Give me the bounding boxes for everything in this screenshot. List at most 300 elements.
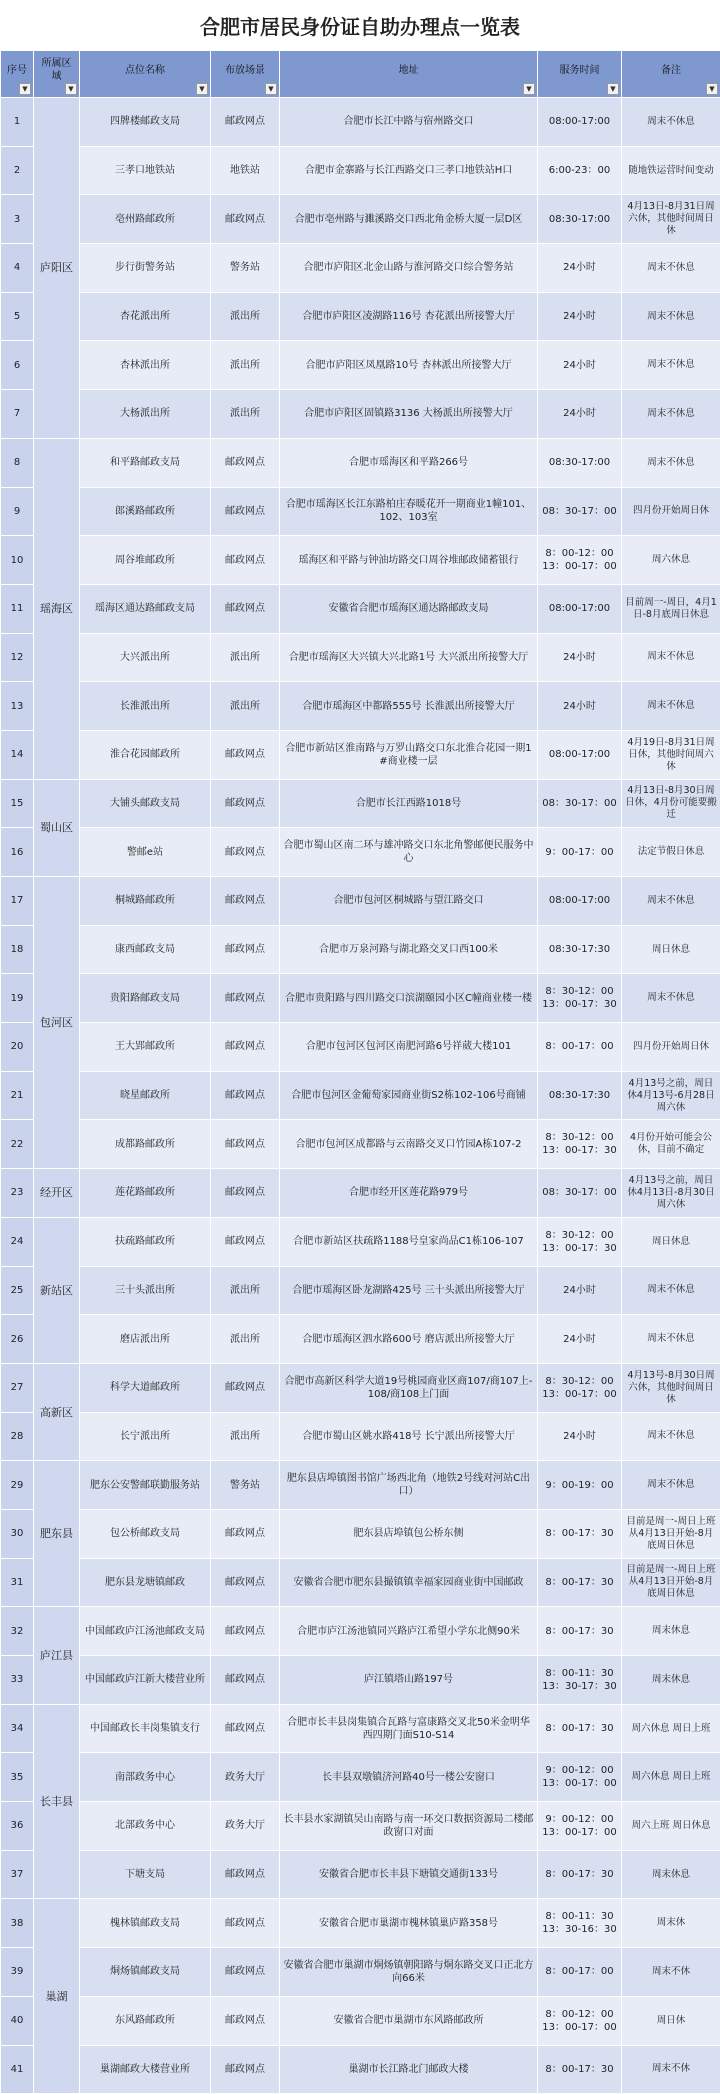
service-hours: 8：00-17：30 (538, 1704, 622, 1753)
deploy-scene: 派出所 (211, 1266, 280, 1315)
table-row (1, 925, 720, 974)
row-number: 21 (1, 1071, 34, 1120)
point-name: 中国邮政长丰岗集镇支行 (80, 1704, 211, 1753)
deploy-scene: 邮政网点 (211, 98, 280, 147)
header-address (280, 51, 538, 98)
point-name: 肥东县龙塘镇邮政 (80, 1558, 211, 1607)
point-name: 王大郢邮政所 (80, 1023, 211, 1072)
filter-dropdown-icon[interactable]: ▼ (706, 83, 718, 95)
deploy-scene: 邮政网点 (211, 1509, 280, 1558)
address-cell: 合肥市瑶海区长江东路柏庄春暖花开一期商业1幢101、102、103室 (280, 487, 538, 536)
service-hours: 24小时 (538, 292, 622, 341)
remark-cell: 4月19日-8月31日周日休，其他时间周六休 (622, 730, 720, 779)
header-scene-label: 布放场景 (214, 64, 276, 85)
service-hours: 6:00-23：00 (538, 146, 622, 195)
remark-cell: 周末不休息 (622, 390, 720, 439)
table-row (1, 292, 720, 341)
service-hours: 8：00-17：00 (538, 1023, 622, 1072)
remark-cell: 周六休息 周日上班 (622, 1704, 720, 1753)
remark-cell: 周末不休息 (622, 98, 720, 147)
district-cell: 庐江县 (34, 1607, 80, 1704)
row-number: 18 (1, 925, 34, 974)
point-name: 四牌楼邮政支局 (80, 98, 211, 147)
remark-cell: 4月13日-8月30日周日休，4月份可能要搬迁 (622, 779, 720, 828)
deploy-scene: 邮政网点 (211, 1656, 280, 1705)
district-cell: 蜀山区 (34, 779, 80, 876)
deploy-scene: 邮政网点 (211, 1996, 280, 2045)
table-row (1, 1023, 720, 1072)
deploy-scene: 邮政网点 (211, 1948, 280, 1997)
table-row (1, 1266, 720, 1315)
deploy-scene: 邮政网点 (211, 487, 280, 536)
service-hours: 8：00-17：30 (538, 1509, 622, 1558)
table-row (1, 682, 720, 731)
remark-cell: 周末不休息 (622, 877, 720, 926)
service-hours: 8：30-12：00 13：00-17：00 (538, 1363, 622, 1412)
address-cell: 合肥市蜀山区姚水路418号 长宁派出所接警大厅 (280, 1412, 538, 1461)
table-row (1, 1315, 720, 1364)
district-cell: 庐阳区 (34, 98, 80, 439)
remark-cell: 四月份开始周日休 (622, 1023, 720, 1072)
table-row (1, 1996, 720, 2045)
point-name: 东风路邮政所 (80, 1996, 211, 2045)
header-row (1, 51, 720, 98)
district-cell: 肥东县 (34, 1461, 80, 1607)
table-row (1, 1753, 720, 1802)
address-cell: 安徽省合肥市巢湖市槐林镇巢庐路358号 (280, 1899, 538, 1948)
service-hours: 08:00-17:00 (538, 98, 622, 147)
row-number: 5 (1, 292, 34, 341)
table-row (1, 1948, 720, 1997)
filter-dropdown-icon[interactable]: ▼ (607, 83, 619, 95)
table-row (1, 1558, 720, 1607)
deploy-scene: 派出所 (211, 341, 280, 390)
deploy-scene: 邮政网点 (211, 536, 280, 585)
remark-cell: 周末不休 (622, 1948, 720, 1997)
service-hours: 08:00-17:00 (538, 584, 622, 633)
remark-cell: 周日休息 (622, 1217, 720, 1266)
deploy-scene: 邮政网点 (211, 974, 280, 1023)
remark-cell: 4月13号之前，周日休4月13号-6月28日周六休 (622, 1071, 720, 1120)
point-name: 包公桥邮政支局 (80, 1509, 211, 1558)
point-name: 周谷堆邮政所 (80, 536, 211, 585)
service-hours: 08:00-17:00 (538, 730, 622, 779)
table-row (1, 1802, 720, 1851)
service-hours: 8：00-17：30 (538, 1607, 622, 1656)
point-name: 南部政务中心 (80, 1753, 211, 1802)
remark-cell: 周末不休息 (622, 341, 720, 390)
deploy-scene: 邮政网点 (211, 438, 280, 487)
remark-cell: 周末不休息 (622, 1461, 720, 1510)
table-row (1, 877, 720, 926)
table-row (1, 1607, 720, 1656)
remark-cell: 周六休息 周日上班 (622, 1753, 720, 1802)
service-hours: 24小时 (538, 1315, 622, 1364)
remark-cell: 目前是周一-周日上班 从4月13日开始-8月底周日休息 (622, 1509, 720, 1558)
deploy-scene: 邮政网点 (211, 877, 280, 926)
service-hours: 8：00-11：30 13：30-16：30 (538, 1899, 622, 1948)
filter-dropdown-icon[interactable]: ▼ (523, 83, 535, 95)
remark-cell: 周六上班 周日休息 (622, 1802, 720, 1851)
address-cell: 合肥市瑶海区中都路555号 长淮派出所接警大厅 (280, 682, 538, 731)
remark-cell: 法定节假日休息 (622, 828, 720, 877)
service-hours: 9：00-12：00 13：00-17：00 (538, 1753, 622, 1802)
point-name: 晓星邮政所 (80, 1071, 211, 1120)
service-hours: 8：00-17：30 (538, 1558, 622, 1607)
remark-cell: 4月13号之前，周日休4月13日-8月30日周六休 (622, 1169, 720, 1218)
table-row (1, 633, 720, 682)
header-seq-label: 序号 (4, 64, 30, 85)
row-number: 15 (1, 779, 34, 828)
table-row (1, 195, 720, 244)
row-number: 35 (1, 1753, 34, 1802)
address-cell: 合肥市新站区淮南路与万罗山路交口东北淮合花园一期1#商业楼一层 (280, 730, 538, 779)
data-table (0, 50, 720, 2094)
service-hours: 08:30-17:30 (538, 925, 622, 974)
point-name: 巢湖邮政大楼营业所 (80, 2045, 211, 2094)
table-body (1, 98, 720, 2094)
deploy-scene: 派出所 (211, 682, 280, 731)
table-row (1, 1169, 720, 1218)
district-cell: 新站区 (34, 1217, 80, 1363)
point-name: 步行街警务站 (80, 244, 211, 293)
deploy-scene: 邮政网点 (211, 1704, 280, 1753)
point-name: 磨店派出所 (80, 1315, 211, 1364)
point-name: 警邮e站 (80, 828, 211, 877)
service-hours: 24小时 (538, 1266, 622, 1315)
row-number: 40 (1, 1996, 34, 2045)
table-row (1, 828, 720, 877)
point-name: 亳州路邮政所 (80, 195, 211, 244)
point-name: 科学大道邮政所 (80, 1363, 211, 1412)
point-name: 莲花路邮政所 (80, 1169, 211, 1218)
point-name: 和平路邮政支局 (80, 438, 211, 487)
address-cell: 长丰县水家湖镇吴山南路与南一环交口数据资源局二楼邮政窗口对面 (280, 1802, 538, 1851)
service-hours: 8：00-17：00 (538, 1948, 622, 1997)
address-cell: 合肥市长江中路与宿州路交口 (280, 98, 538, 147)
header-seq (1, 51, 34, 98)
row-number: 31 (1, 1558, 34, 1607)
address-cell: 合肥市长江西路1018号 (280, 779, 538, 828)
row-number: 26 (1, 1315, 34, 1364)
service-hours: 08:30-17:00 (538, 195, 622, 244)
service-hours: 24小时 (538, 390, 622, 439)
service-hours: 08：30-17：00 (538, 1169, 622, 1218)
service-hours: 8：30-12：00 13：00-17：30 (538, 1120, 622, 1169)
address-cell: 合肥市庐阳区凤凰路10号 杏林派出所接警大厅 (280, 341, 538, 390)
row-number: 33 (1, 1656, 34, 1705)
service-hours: 8：00-12：00 13：00-17：00 (538, 1996, 622, 2045)
remark-cell: 周末不休息 (622, 244, 720, 293)
table-row (1, 730, 720, 779)
header-district (34, 51, 80, 98)
remark-cell: 周日休息 (622, 925, 720, 974)
table-row (1, 1217, 720, 1266)
table-row (1, 438, 720, 487)
remark-cell: 4月份开始可能会公休，目前不确定 (622, 1120, 720, 1169)
remark-cell: 目前是周一-周日上班 从4月13日开始-8月底周日休息 (622, 1558, 720, 1607)
table-row (1, 1412, 720, 1461)
address-cell: 合肥市庐阳区固镇路3136 大杨派出所接警大厅 (280, 390, 538, 439)
deploy-scene: 派出所 (211, 1315, 280, 1364)
row-number: 20 (1, 1023, 34, 1072)
row-number: 8 (1, 438, 34, 487)
point-name: 淮合花园邮政所 (80, 730, 211, 779)
header-address-label: 地址 (283, 64, 534, 85)
point-name: 桐城路邮政所 (80, 877, 211, 926)
point-name: 烔炀镇邮政支局 (80, 1948, 211, 1997)
deploy-scene: 政务大厅 (211, 1753, 280, 1802)
deploy-scene: 邮政网点 (211, 1169, 280, 1218)
service-hours: 24小时 (538, 341, 622, 390)
point-name: 下塘支局 (80, 1850, 211, 1899)
point-name: 大杨派出所 (80, 390, 211, 439)
header-hours (538, 51, 622, 98)
service-hours: 08：30-17：00 (538, 487, 622, 536)
point-name: 康西邮政支局 (80, 925, 211, 974)
filter-dropdown-icon[interactable]: ▼ (196, 83, 208, 95)
row-number: 9 (1, 487, 34, 536)
table-row (1, 1461, 720, 1510)
table-row (1, 1656, 720, 1705)
address-cell: 合肥市高新区科学大道19号桃园商业区商107/商107上-108/商108上门面 (280, 1363, 538, 1412)
address-cell: 合肥市金寨路与长江西路交口三孝口地铁站H口 (280, 146, 538, 195)
table-row (1, 1509, 720, 1558)
remark-cell: 周末不休息 (622, 292, 720, 341)
service-hours: 24小时 (538, 244, 622, 293)
point-name: 三十头派出所 (80, 1266, 211, 1315)
point-name: 三孝口地铁站 (80, 146, 211, 195)
point-name: 贵阳路邮政支局 (80, 974, 211, 1023)
deploy-scene: 邮政网点 (211, 1899, 280, 1948)
header-hours-label: 服务时间 (541, 64, 618, 85)
deploy-scene: 邮政网点 (211, 1607, 280, 1656)
service-hours: 9：00-17：00 (538, 828, 622, 877)
address-cell: 合肥市包河区桐城路与望江路交口 (280, 877, 538, 926)
row-number: 22 (1, 1120, 34, 1169)
address-cell: 安徽省合肥市肥东县撮镇镇幸福家园商业街中国邮政 (280, 1558, 538, 1607)
row-number: 36 (1, 1802, 34, 1851)
row-number: 39 (1, 1948, 34, 1997)
deploy-scene: 邮政网点 (211, 828, 280, 877)
remark-cell: 随地铁运营时间变动 (622, 146, 720, 195)
address-cell: 合肥市包河区金葡萄家园商业街S2栋102-106号商铺 (280, 1071, 538, 1120)
point-name: 瑶海区通达路邮政支局 (80, 584, 211, 633)
remark-cell: 4月13日-8月31日周六休，其他时间周日休 (622, 195, 720, 244)
address-cell: 合肥市瑶海区和平路266号 (280, 438, 538, 487)
row-number: 38 (1, 1899, 34, 1948)
address-cell: 合肥市包河区包河区南肥河路6号祥葳大楼101 (280, 1023, 538, 1072)
table-row (1, 974, 720, 1023)
point-name: 杏花派出所 (80, 292, 211, 341)
deploy-scene: 邮政网点 (211, 2045, 280, 2094)
table-row (1, 2045, 720, 2094)
deploy-scene: 政务大厅 (211, 1802, 280, 1851)
row-number: 23 (1, 1169, 34, 1218)
remark-cell: 周末休息 (622, 1850, 720, 1899)
row-number: 10 (1, 536, 34, 585)
service-hours: 9：00-19：00 (538, 1461, 622, 1510)
deploy-scene: 警务站 (211, 1461, 280, 1510)
service-hours: 24小时 (538, 1412, 622, 1461)
row-number: 14 (1, 730, 34, 779)
deploy-scene: 邮政网点 (211, 584, 280, 633)
table-row (1, 146, 720, 195)
service-hours: 08:30-17:30 (538, 1071, 622, 1120)
deploy-scene: 派出所 (211, 1412, 280, 1461)
service-hours: 8：00-12：00 13：00-17：00 (538, 536, 622, 585)
row-number: 2 (1, 146, 34, 195)
point-name: 扶疏路邮政所 (80, 1217, 211, 1266)
row-number: 24 (1, 1217, 34, 1266)
remark-cell: 周末不休 (622, 2045, 720, 2094)
address-cell: 合肥市经开区莲花路979号 (280, 1169, 538, 1218)
filter-dropdown-icon[interactable]: ▼ (19, 83, 31, 95)
remark-cell: 4月13号-8月30日周六休，其他时间周日休 (622, 1363, 720, 1412)
header-name (80, 51, 211, 98)
remark-cell: 周末不休息 (622, 1266, 720, 1315)
service-hours: 08:00-17:00 (538, 877, 622, 926)
address-cell: 合肥市庐江汤池镇同兴路庐江希望小学东北侧90米 (280, 1607, 538, 1656)
header-district-label: 所属区域 (37, 57, 76, 91)
district-cell: 长丰县 (34, 1704, 80, 1899)
service-hours: 8：30-12：00 13：00-17：30 (538, 1217, 622, 1266)
header-name-label: 点位名称 (83, 64, 207, 85)
table-row (1, 779, 720, 828)
row-number: 11 (1, 584, 34, 633)
table-row (1, 244, 720, 293)
table-row (1, 1071, 720, 1120)
deploy-scene: 邮政网点 (211, 925, 280, 974)
deploy-scene: 派出所 (211, 390, 280, 439)
remark-cell: 周末不休息 (622, 1315, 720, 1364)
address-cell: 安徽省合肥市巢湖市烔炀镇朝阳路与烔东路交叉口正北方向66米 (280, 1948, 538, 1997)
table-row (1, 1899, 720, 1948)
remark-cell: 四月份开始周日休 (622, 487, 720, 536)
address-cell: 瑶海区和平路与钟油坊路交口周谷堆邮政储蓄银行 (280, 536, 538, 585)
deploy-scene: 邮政网点 (211, 1850, 280, 1899)
table-row (1, 536, 720, 585)
row-number: 30 (1, 1509, 34, 1558)
filter-dropdown-icon[interactable]: ▼ (265, 83, 277, 95)
address-cell: 合肥市万泉河路与湖北路交叉口西100米 (280, 925, 538, 974)
service-hours: 8：00-11：30 13：30-17：30 (538, 1656, 622, 1705)
point-name: 北部政务中心 (80, 1802, 211, 1851)
address-cell: 巢湖市长江路北门邮政大楼 (280, 2045, 538, 2094)
service-hours: 08:30-17:00 (538, 438, 622, 487)
row-number: 19 (1, 974, 34, 1023)
deploy-scene: 警务站 (211, 244, 280, 293)
header-scene (211, 51, 280, 98)
point-name: 大铺头邮政支局 (80, 779, 211, 828)
service-hours: 8：00-17：30 (538, 2045, 622, 2094)
address-cell: 长丰县双墩镇济河路40号一楼公安窗口 (280, 1753, 538, 1802)
remark-cell: 周末不休息 (622, 682, 720, 731)
address-cell: 安徽省合肥市长丰县下塘镇交通街133号 (280, 1850, 538, 1899)
address-cell: 合肥市包河区成都路与云南路交叉口竹园A栋107-2 (280, 1120, 538, 1169)
point-name: 长淮派出所 (80, 682, 211, 731)
district-cell: 高新区 (34, 1363, 80, 1460)
remark-cell: 周末休 (622, 1899, 720, 1948)
table-row (1, 98, 720, 147)
address-cell: 合肥市长丰县岗集镇合瓦路与富康路交叉北50米金明华西四期门面S10-S14 (280, 1704, 538, 1753)
row-number: 25 (1, 1266, 34, 1315)
row-number: 37 (1, 1850, 34, 1899)
point-name: 长宁派出所 (80, 1412, 211, 1461)
point-name: 郎溪路邮政所 (80, 487, 211, 536)
deploy-scene: 地铁站 (211, 146, 280, 195)
table-row (1, 1363, 720, 1412)
page-title: 合肥市居民身份证自助办理点一览表 (0, 0, 720, 50)
remark-cell: 周末不休息 (622, 633, 720, 682)
remark-cell: 周日休 (622, 1996, 720, 2045)
deploy-scene: 派出所 (211, 633, 280, 682)
table-row (1, 1704, 720, 1753)
table-row (1, 1120, 720, 1169)
remark-cell: 周末休息 (622, 1607, 720, 1656)
table-row (1, 487, 720, 536)
row-number: 28 (1, 1412, 34, 1461)
district-cell: 瑶海区 (34, 438, 80, 779)
remark-cell: 周末不休息 (622, 1412, 720, 1461)
address-cell: 合肥市贵阳路与四川路交口滨湖颐园小区C幢商业楼一楼 (280, 974, 538, 1023)
table-row (1, 390, 720, 439)
table-row (1, 584, 720, 633)
row-number: 12 (1, 633, 34, 682)
row-number: 7 (1, 390, 34, 439)
point-name: 中国邮政庐江汤池邮政支局 (80, 1607, 211, 1656)
address-cell: 合肥市瑶海区泗水路600号 磨店派出所接警大厅 (280, 1315, 538, 1364)
remark-cell: 周末不休息 (622, 438, 720, 487)
service-hours: 8：30-12：00 13：00-17：30 (538, 974, 622, 1023)
service-hours: 8：00-17：30 (538, 1850, 622, 1899)
row-number: 17 (1, 877, 34, 926)
row-number: 34 (1, 1704, 34, 1753)
address-cell: 合肥市瑶海区大兴镇大兴北路1号 大兴派出所接警大厅 (280, 633, 538, 682)
remark-cell: 目前周一-周日，4月1日-8月底周日休息 (622, 584, 720, 633)
deploy-scene: 邮政网点 (211, 1120, 280, 1169)
point-name: 大兴派出所 (80, 633, 211, 682)
point-name: 中国邮政庐江新大楼营业所 (80, 1656, 211, 1705)
address-cell: 肥东县店埠镇包公桥东侧 (280, 1509, 538, 1558)
deploy-scene: 邮政网点 (211, 1071, 280, 1120)
row-number: 6 (1, 341, 34, 390)
address-cell: 合肥市庐阳区北金山路与淮河路交口综合警务站 (280, 244, 538, 293)
filter-dropdown-icon[interactable]: ▼ (65, 83, 77, 95)
address-cell: 合肥市瑶海区卧龙湖路425号 三十头派出所接警大厅 (280, 1266, 538, 1315)
row-number: 3 (1, 195, 34, 244)
row-number: 27 (1, 1363, 34, 1412)
point-name: 成都路邮政所 (80, 1120, 211, 1169)
address-cell: 安徽省合肥市瑶海区通达路邮政支局 (280, 584, 538, 633)
point-name: 槐林镇邮政支局 (80, 1899, 211, 1948)
row-number: 1 (1, 98, 34, 147)
deploy-scene: 邮政网点 (211, 730, 280, 779)
remark-cell: 周末不休息 (622, 974, 720, 1023)
table-row (1, 1850, 720, 1899)
deploy-scene: 邮政网点 (211, 1217, 280, 1266)
deploy-scene: 邮政网点 (211, 1363, 280, 1412)
header-remark-label: 备注 (625, 64, 717, 85)
service-hours: 08：30-17：00 (538, 779, 622, 828)
service-hours: 9：00-12：00 13：00-17：00 (538, 1802, 622, 1851)
row-number: 41 (1, 2045, 34, 2094)
address-cell: 安徽省合肥市巢湖市东风路邮政所 (280, 1996, 538, 2045)
district-cell: 巢湖 (34, 1899, 80, 2094)
deploy-scene: 邮政网点 (211, 195, 280, 244)
service-hours: 24小时 (538, 633, 622, 682)
table-row (1, 341, 720, 390)
